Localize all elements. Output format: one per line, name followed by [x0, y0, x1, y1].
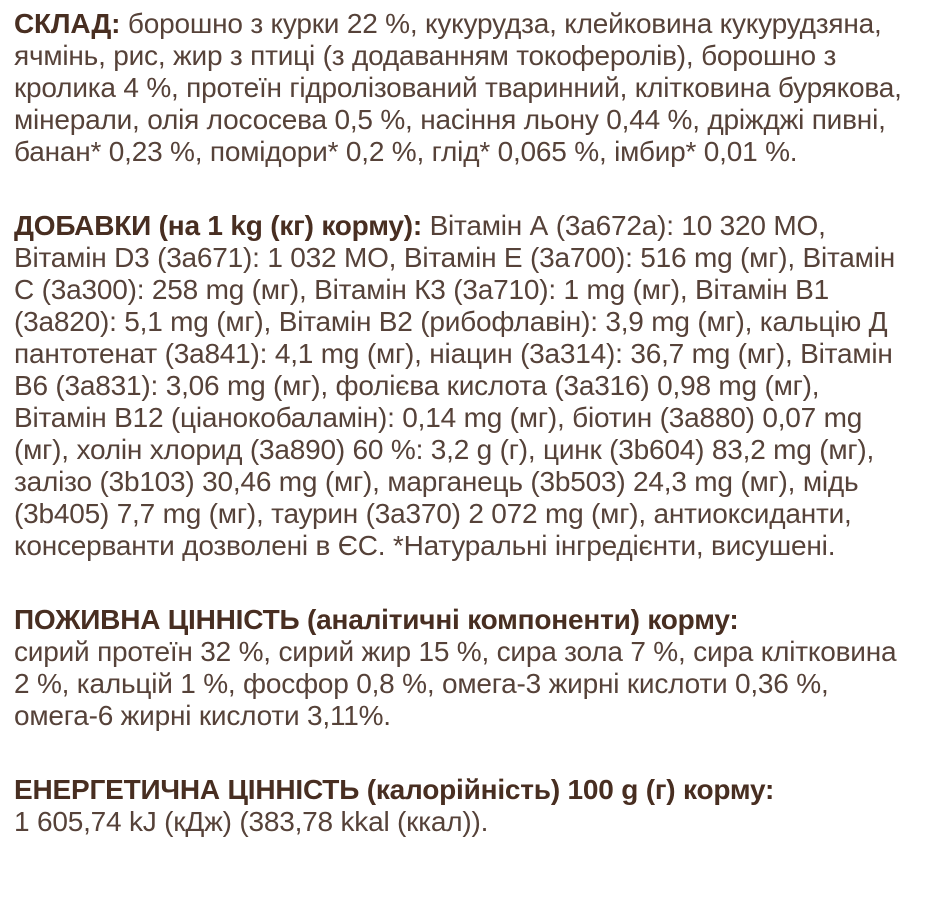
- composition-section: [14, 8, 916, 168]
- additives-section: [14, 210, 916, 562]
- composition-body-text: борошно з курки 22 %, кукурудза, клейковина кукурудзяна, ячмінь, рис, жир з птиці (з додаванням токоферолів), борошно з кролика 4 %, протеїн гідролізований тваринний, клітковина бурякова, мінерали, олія лососева 0,5 %, насіння льону 0,44 %, дріжджі пивні, банан* 0,23 %, помідори* 0,2 %, глід* 0,065 %, імбир* 0,01 %.: [14, 8, 902, 167]
- energy-heading: ЕНЕРГЕТИЧНА ЦІННІСТЬ (калорійність) 100 g (г) корму:: [14, 774, 775, 805]
- additives-body-text: Вітамін А (3а672а): 10 320 МО, Вітамін D3 (3а671): 1 032 МО, Вітамін Е (3а700): 516 mg (мг), Вітамін С (3а300): 258 mg (мг), Вітамін К3 (3а710): 1 mg (мг), Вітамін В1 (3а820): 5,1 mg (мг), Вітамін В2 (рибофлавін): 3,9 mg (мг), кальцію Д пантотенат (3а841): 4,1 mg (мг), ніацин (3а314): 36,7 mg (мг), Вітамін В6 (3а831): 3,06 mg (мг), фолієва кислота (3а316) 0,98 mg (мг), Вітамін В12 (ціанокобаламін): 0,14 mg (мг), біотин (3а880) 0,07 mg (мг), холін хлорид (3а890) 60 %: 3,2 g (г), цинк (3b604) 83,2 mg (мг), залізо (3b103) 30,46 mg (мг), марганець (3b503) 24,3 mg (мг), мідь (3b405) 7,7 mg (мг), таурин (3а370) 2 072 mg (мг), антиоксиданти, консерванти дозволені в ЄС. *Натуральні інгредієнти, висушені.: [14, 210, 896, 561]
- energy-paragraph: [14, 774, 916, 838]
- nutrition-body-text: сирий протеїн 32 %, сирий жир 15 %, сира зола 7 %, сира клітковина 2 %, кальцій 1 %, фосфор 0,8 %, омега-3 жирні кислоти 0,36 %, омега-6 жирні кислоти 3,11%.: [14, 636, 897, 731]
- additives-paragraph: [14, 210, 916, 562]
- energy-section: [14, 774, 916, 838]
- additives-heading: ДОБАВКИ (на 1 kg (кг) корму):: [14, 210, 422, 241]
- energy-body-text: 1 605,74 kJ (кДж) (383,78 kkal (ккал)).: [14, 806, 489, 837]
- nutrition-heading: ПОЖИВНА ЦІННІСТЬ (аналітичні компоненти) корму:: [14, 604, 739, 635]
- nutrition-paragraph: [14, 604, 916, 732]
- nutrition-section: [14, 604, 916, 732]
- composition-heading: СКЛАД:: [14, 8, 121, 39]
- composition-paragraph: [14, 8, 916, 168]
